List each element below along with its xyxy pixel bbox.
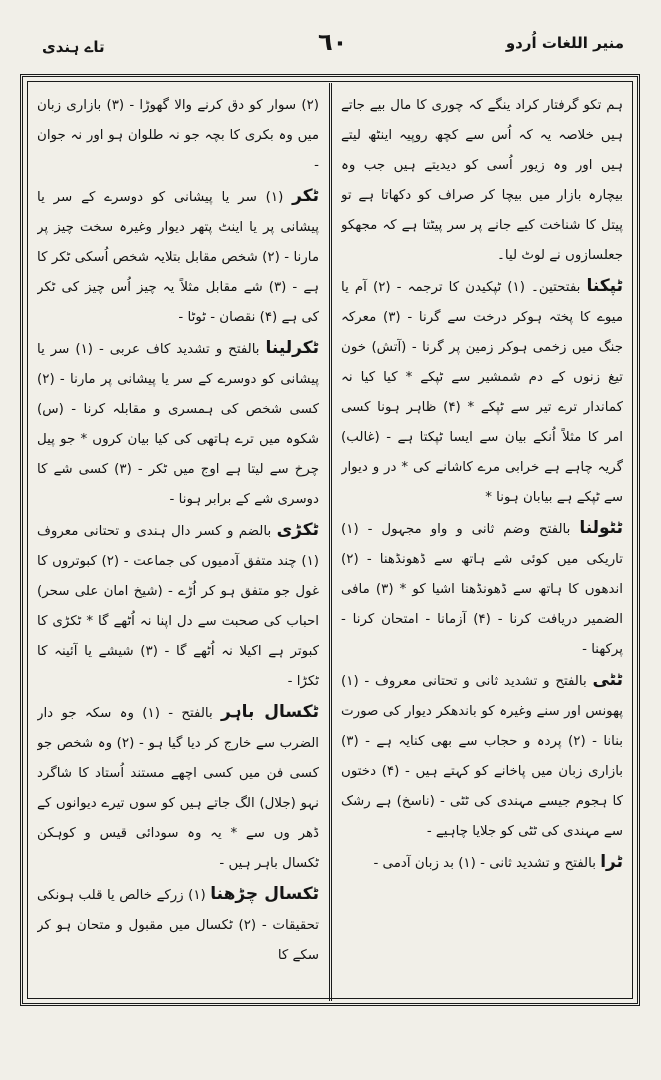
entry-text: ہم تکو گرفتار کراد ینگے کہ چوری کا مال بیے جاتے ہیں خلاصہ یہ کہ اُس سے کچھ روپیہ اینٹھ لیتے ہیں اور وہ زیور اُسی کو دیدیتے ہیں جب وہ بیچارہ بازار میں بیچا کر صراف کو دکھاتا ہے تو پیتل کا شناخت کیے جانے پر سر پیٹتا ہے کہ مجھکو جعلسازوں نے لوٹ لیا۔ xyxy=(341,98,623,263)
entry-text: بالفتح و تشدید کاف عربی - (۱) سر یا پیشانی کو دوسرے کے سر یا پیشانی پر مارنا - (۲) کسی شخص کی ہمسری و مقابلہ کرنا - (س) شکوہ میں ترے ہاتھی کی کیا بیان کروں * جو پیل چرخ سے لیتا ہے اوج میں ٹکر - (۳) کسی شے کا دوسری شے کے برابر ہونا - xyxy=(37,342,319,507)
entry-text: (۲) سوار کو دق کرنے والا گھوڑا - (۳) بازاری زبان میں وہ بکری کا بچہ جو نہ طلوان ہو اور نہ جوان - xyxy=(37,98,319,173)
dictionary-entry xyxy=(37,89,319,181)
entry-text: (۱) زرکے خالص یا قلب ہونکی تحقیقات - (۲) ٹکسال میں مقبول و متحان ہو کر سکے کا xyxy=(37,888,319,963)
page-frame xyxy=(20,74,640,1006)
entry-headword: ٹپکنا xyxy=(586,276,623,296)
entry-headword: ٹکڑی xyxy=(276,520,319,540)
entry-text: بالفتح - (۱) وہ سکہ جو دار الضرب سے خارج کر دیا گیا ہو - (۲) وہ شخص جو کسی فن میں کسی اچھے مستند اُستاد کا شاگرد نہو (جلال) الگ جاتے ہیں کو سوں تیرے دیوانوں کے ڈھر وں سے * یہ وہ سودائی قیس و کوہکن ٹکسال باہر ہیں - xyxy=(37,706,319,871)
column-divider xyxy=(329,83,332,1001)
right-column xyxy=(341,89,623,995)
dictionary-entry xyxy=(341,89,623,271)
dictionary-entry xyxy=(37,879,319,971)
entry-text: بالضم و کسر دال ہندی و تحتانی معروف (۱) چند متفق آدمیوں کی جماعت - (۲) کبوتروں کا غول جو متفق ہو کر اُڑے - (شیخ امان علی سحر) احباب کی صحبت سے دل اپنا نہ اُٹھے گا * ٹکڑی کا کبوتر ہے اکیلا نہ اُٹھے گا - (۳) شیشے یا آئینہ کا ٹکڑا - xyxy=(37,524,319,689)
entry-text: بالفتح و تشدید ثانی و تحتانی معروف - (۱) پھونس اور سنے وغیرہ کو باندھکر دیوار کی صورت بنانا - (۲) پردہ و حجاب سے بھی کنایہ ہے - (۳) بازاری زبان میں پاخانے کو کہتے ہیں - (۴) دختوں کا ہجوم جیسے مہندی کی ٹٹی - (ناسخ) ہے رشک سے مہندی کی ٹٹی کو جلایا چاہیے - xyxy=(341,674,623,839)
page-number: ٦٠ xyxy=(318,28,348,56)
dictionary-entry xyxy=(37,515,319,697)
running-head-section: تاے ہندی xyxy=(42,38,105,56)
entry-headword: ٹٹولنا xyxy=(579,518,623,538)
dictionary-entry xyxy=(341,513,623,665)
page-header xyxy=(22,28,642,68)
dictionary-entry xyxy=(341,665,623,847)
dictionary-entry xyxy=(37,181,319,333)
left-column xyxy=(37,89,319,995)
entry-headword: ٹکرلینا xyxy=(265,338,319,358)
entry-headword: ٹٹی xyxy=(592,670,623,690)
entry-headword: ٹکر xyxy=(292,186,319,206)
dictionary-entry xyxy=(341,847,623,879)
entry-text: (۱) سر یا پیشانی کو دوسرے کے سر یا پیشانی پر یا اینٹ پتھر دیوار وغیرہ سخت چیز پر مارنا - (۲) شخص مقابل بتلایہ شخص اُسکی ٹکر کا ہے - (۳) شے مقابل مثلاً یہ چیز اُس چیز کی ٹکر کی ہے (۴) نقصان - ٹوٹا - xyxy=(37,190,319,325)
dictionary-entry xyxy=(37,333,319,515)
dictionary-entry xyxy=(341,271,623,513)
entry-headword: ٹکسال چڑھنا xyxy=(210,884,319,904)
entry-headword: ٹکسال باہر xyxy=(221,702,319,722)
entry-text: بالفتح و تشدید ثانی - (۱) بد زبان آدمی - xyxy=(373,856,596,871)
dictionary-entry xyxy=(37,697,319,879)
entry-text: بفتحتین۔ (۱) ٹپکیدن کا ترجمہ - (۲) آم یا میوے کا پختہ ہوکر درخت سے گرنا - (۳) معرکہ جنگ میں زخمی ہوکر زمین پر گرنا - (آتش) خون تیغ زنوں کے دم شمشیر سے ٹپکے * کیا کیا نہ کماندار ترے تیر سے ٹپکے * (۴) ظاہر ہونا کسی امر کا مثلاً اُنکے بیان سے ایسا ٹپکتا ہے - (غالب) گریہ چاہے ہے خرابی مرے کاشانے کی * در و دیوار سے ٹپکے ہے بیابان ہونا * xyxy=(341,280,623,505)
entry-text: بالفتح وضم ثانی و واو مجہول - (۱) تاریکی میں کوئی شے ہاتھ سے ڈھونڈھنا - (۲) اندھوں کا ہاتھ سے ڈھونڈھنا اشیا کو * (۳) مافی الضمیر دریافت کرنا - (۴) آزمانا - امتحان کرنا - پرکھنا - xyxy=(341,522,623,657)
running-head-title: منیر اللغات اُردو xyxy=(505,34,624,52)
entry-headword: ٹرا xyxy=(600,852,623,872)
